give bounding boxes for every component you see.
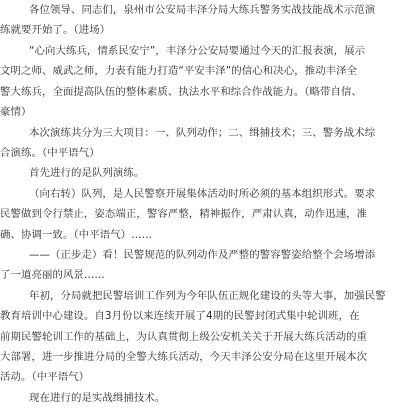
paragraph-line: 首先进行的是队列演练。 xyxy=(29,167,145,180)
paragraph-line: 各位领导、同志们，泉州市公安局丰泽分局大练兵警务实战技能战术示范演 xyxy=(29,4,376,16)
paragraph-line: 文明之师、威武之师，力表有能力打造“平安丰泽”的信心和决心，推动丰泽全 xyxy=(0,65,358,78)
paragraph-line: 练就要开始了。（进场） xyxy=(0,24,111,37)
paragraph-line: 合演练。（中平语气） xyxy=(0,146,100,159)
paragraph-line: 年初，分局就把民警培训工作列为今年队伍正规化建设的头等大事，加强民警 xyxy=(29,289,386,302)
paragraph-formation xyxy=(0,184,400,245)
paragraph-next-item xyxy=(0,388,400,408)
paragraph-opening xyxy=(0,0,400,41)
paragraph-program xyxy=(0,123,400,164)
paragraph-line: 了一道亮丽的风景…… xyxy=(0,269,105,282)
paragraph-first-item xyxy=(0,163,400,183)
paragraph-line: ——（正步走）看！民警规范的队列动作及严整的警容警姿给整个会场增添 xyxy=(29,249,376,261)
paragraph-line: 前期民警轮训工作的基础上，为认真贯彻上级公安机关关于开展大练兵活动的重 xyxy=(0,330,368,343)
paragraph-line: 确、协调一致。（中平语气）…… xyxy=(0,228,153,241)
paragraph-line: 警大练兵，全面提高队伍的整体素质、执法水平和综合作战能力。（略带自信、 xyxy=(0,85,362,98)
paragraph-line: “心向大练兵，情系民安宁”，丰泽分公安局要通过今天的汇报表演，展示 xyxy=(29,45,366,57)
paragraph-line: 本次演练共分为三大项目：一、队列动作；二、缉捕技术；三、警务战术综 xyxy=(29,126,376,139)
paragraph-line: 活动。（中平语气） xyxy=(0,371,90,384)
paragraph-line: 现在进行的是实战缉捕技术。 xyxy=(29,391,166,404)
paragraph-line: 大部署，进一步推进分局的全警大练兵活动，今天丰泽公安分局在这里开展本次 xyxy=(0,350,368,363)
paragraph-line: 豪情） xyxy=(0,106,32,119)
paragraph-march xyxy=(0,245,400,286)
paragraph-line: （向右转）队列，是人民警察开展集体活动时所必须的基本组织形式。要求 xyxy=(29,187,376,200)
paragraph-line: 民警做到令行禁止，姿态端正，警容严整，精神振作，严肃认真，动作迅速，准 xyxy=(0,208,368,221)
paragraph-line: 教育培训中心建设。自3月份以来连续开展了4期的民警封闭式集中轮训班，在 xyxy=(0,310,360,323)
paragraph-slogan xyxy=(0,41,400,123)
paragraph-training xyxy=(0,286,400,388)
